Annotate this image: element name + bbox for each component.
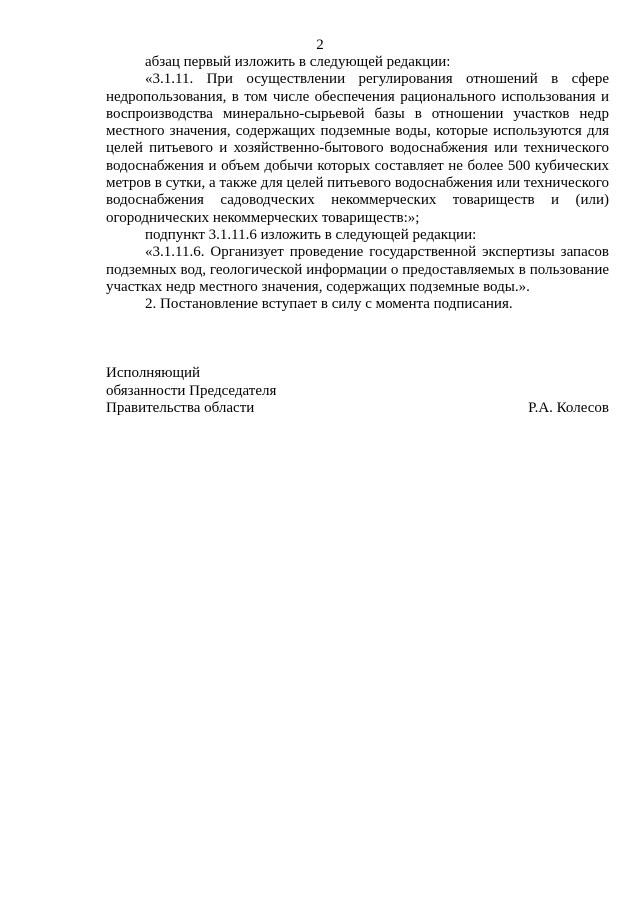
paragraph-subclause-intro: подпункт 3.1.11.6 изложить в следующей редакции: (145, 226, 477, 243)
document-body (106, 54, 609, 313)
page-number: 2 (316, 37, 324, 53)
signature-block (106, 365, 609, 418)
signatory-name: Р.А. Колесов (528, 400, 609, 416)
paragraph-clause-3-1-11-6: «3.1.11.6. Организует проведение государственной экспертизы запасов подземных вод, геологической информации о предоставляемых в пользование участках недр местного значения, содержащих подземные воды.». (106, 244, 609, 295)
paragraph-effective-date: 2. Постановление вступает в силу с момента подписания. (145, 296, 513, 313)
paragraph-intro: абзац первый изложить в следующей редакции: (145, 54, 451, 70)
signatory-title-line-3: Правительства области (106, 400, 255, 416)
signatory-line-3 (106, 400, 609, 418)
signatory-title-line-1: Исполняющий (106, 365, 201, 381)
signatory-title-line-2: обязанности Председателя (106, 382, 277, 399)
paragraph-clause-3-1-11: «3.1.11. При осуществлении регулирования отношений в сфере недропользования, в том числе обеспечения рационального использования и воспроизводства минерально-сырьевой базы в отношении участков недр местного значения, содержащих подземные воды, которые используются для целей питьевого и хозяйственно-бытового водоснабжения или технического водоснабжения и объем добычи которых составляет не более 500 кубических метров в сутки, а также для целей питьевого водоснабжения или технического водоснабжения садоводческих некоммерческих товариществ и (или) огороднических некоммерческих товариществ:»; (106, 71, 609, 226)
